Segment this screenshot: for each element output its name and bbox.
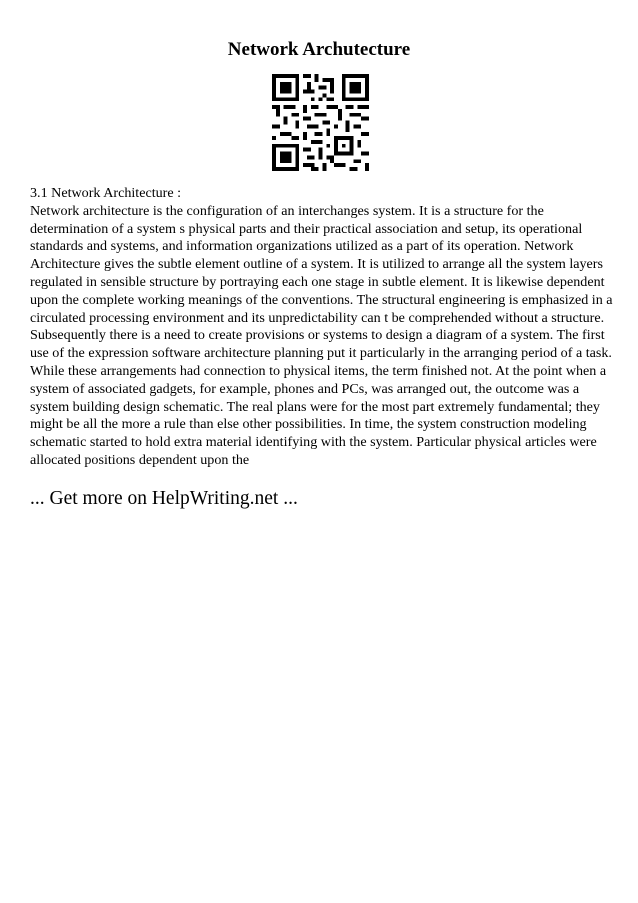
qr-code-icon [272,74,369,171]
body-paragraph: Network architecture is the configuration of an interchanges system. It is a structure for the determination of a system s physical parts and their practical association and setup, its operational standards and systems, and information organizations utilized as a part of its operation. Network Architecture gives the subtle element outline of a system. It is utilized to arrange all the system layers regulated in sensible structure by portraying each one stage in subtle element. It is likewise dependent upon the complete working meanings of the conventions. The structural engineering is emphasized in a circulated processing environment and its unpredictability can t be comprehended without a structure. Subsequently there is a need to create provisions or systems to design a diagram of a system. The first use of the expression software architecture planning put it particularly in the arranging period of a task. While these arrangements had connection to physical items, the term finished not. At the point when a system of associated gadgets, for example, phones and PCs, was arranged out, the outcome was a system building design schematic. The real plans were for the most part extremely fundamental; they might be all the more a rule than else other possibilities. In time, the system construction modeling schematic started to hold extra material identifying with the system. Particular physical articles were allocated positions dependent upon the [30,202,613,468]
section-heading: 3.1 Network Architecture : [30,185,182,201]
page-title: Network Archutecture [227,39,411,60]
get-more-link[interactable]: ... Get more on HelpWriting.net ... [30,488,298,509]
article-body [30,185,615,470]
